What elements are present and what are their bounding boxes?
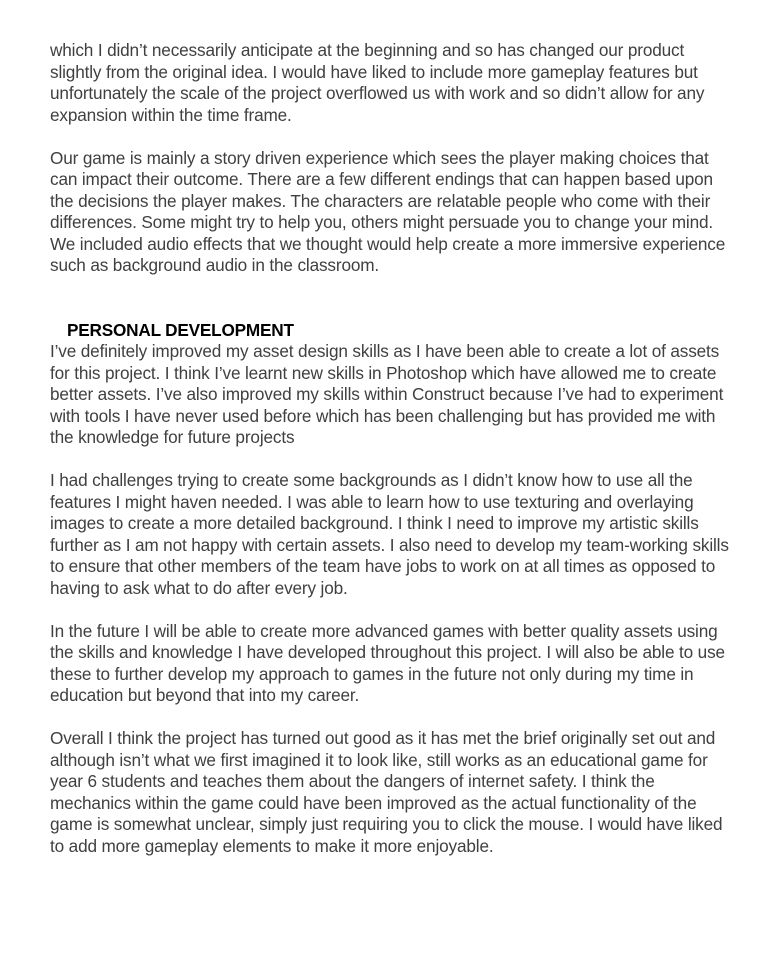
paragraph-spacer <box>50 449 730 471</box>
paragraph-future: In the future I will be able to create more advanced games with better quality assets using the skills and knowledge I have developed throughout this project. I will also be able to use these to further develop my approach to games in the future not only during my time in education but beyond that into my career. <box>50 620 725 705</box>
document-page <box>50 40 730 857</box>
paragraph-overall: Overall I think the project has turned out good as it has met the brief originally set out and although isn’t what we first imagined it to look like, still works as an educational game for year 6 students and teaches them about the dangers of internet safety. I think the mechanics within the game could have been improved as the actual functionality of the game is somewhat unclear, simply just requiring you to click the mouse. I would have liked to add more gameplay elements to make it more enjoyable. <box>50 728 723 856</box>
paragraph-spacer <box>50 707 730 729</box>
section-spacer <box>50 277 730 320</box>
paragraph-product-change: which I didn’t necessarily anticipate at the beginning and so has changed our product slightly from the original idea. I would have liked to include more gameplay features but unfortunately the scale of the project overflowed us with work and so didn’t allow for any expansion within the time frame. <box>50 40 705 125</box>
section-heading-personal-development: PERSONAL DEVELOPMENT <box>67 319 294 340</box>
paragraph-spacer <box>50 599 730 621</box>
paragraph-challenges: I had challenges trying to create some backgrounds as I didn’t know how to use all the features I might haven needed. I was able to learn how to use texturing and overlaying images to create a more detailed background. I think I need to improve my artistic skills further as I am not happy with certain assets. I also need to develop my team-working skills to ensure that other members of the team have jobs to work on at all times as opposed to having to ask what to do after every job. <box>50 470 729 598</box>
paragraph-spacer <box>50 126 730 148</box>
paragraph-skills-improved: I’ve definitely improved my asset design skills as I have been able to create a lot of assets for this project. I think I’ve learnt new skills in Photoshop which have allowed me to create better assets. I’ve also improved my skills within Construct because I’ve had to experiment with tools I have never used before which has been challenging but has provided me with the knowledge for future projects <box>50 341 724 447</box>
paragraph-story-experience: Our game is mainly a story driven experience which sees the player making choices that can impact their outcome. There are a few different endings that can happen based upon the decisions the player makes. The characters are relatable people who come with their differences. Some might try to help you, others might persuade you to change your mind. We included audio effects that we thought would help create a more immersive experience such as background audio in the classroom. <box>50 147 726 275</box>
